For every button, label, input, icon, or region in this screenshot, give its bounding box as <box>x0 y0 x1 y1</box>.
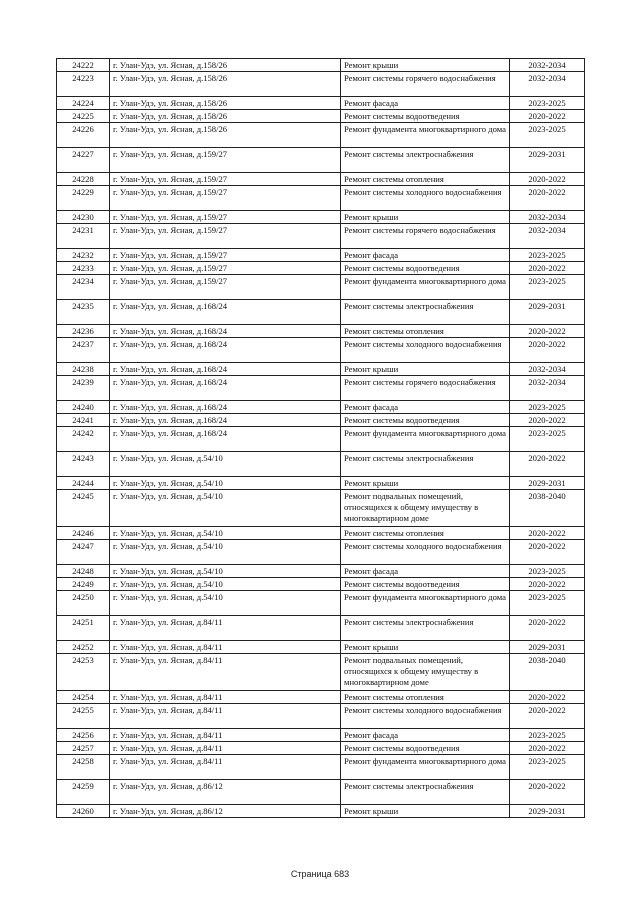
address-cell: г. Улан-Удэ, ул. Ясная, д.168/24 <box>110 401 341 414</box>
table-row <box>57 527 585 540</box>
address-cell: г. Улан-Удэ, ул. Ясная, д.84/11 <box>110 704 341 729</box>
period-cell: 2029-2031 <box>510 477 585 490</box>
period-cell: 2020-2022 <box>510 186 585 211</box>
work-type-cell: Ремонт подвальных помещений, относящихся к общему имуществу в многоквартирном доме <box>341 654 510 691</box>
row-number-cell: 24241 <box>57 414 110 427</box>
repair-schedule-table <box>56 58 585 818</box>
table-row <box>57 414 585 427</box>
address-cell: г. Улан-Удэ, ул. Ясная, д.168/24 <box>110 376 341 401</box>
period-cell: 2020-2022 <box>510 540 585 565</box>
row-number-cell: 24242 <box>57 427 110 452</box>
period-cell: 2023-2025 <box>510 123 585 148</box>
page-number: Страница 683 <box>290 869 350 879</box>
table-row <box>57 97 585 110</box>
table-row <box>57 427 585 452</box>
period-cell: 2020-2022 <box>510 414 585 427</box>
address-cell: г. Улан-Удэ, ул. Ясная, д.158/26 <box>110 123 341 148</box>
address-cell: г. Улан-Удэ, ул. Ясная, д.168/24 <box>110 427 341 452</box>
work-type-cell: Ремонт фасада <box>341 729 510 742</box>
table-row <box>57 123 585 148</box>
period-cell: 2029-2031 <box>510 805 585 818</box>
table-row <box>57 805 585 818</box>
row-number-cell: 24255 <box>57 704 110 729</box>
table-row <box>57 641 585 654</box>
address-cell: г. Улан-Удэ, ул. Ясная, д.84/11 <box>110 729 341 742</box>
row-number-cell: 24258 <box>57 755 110 780</box>
period-cell: 2020-2022 <box>510 173 585 186</box>
table-row <box>57 452 585 477</box>
period-cell: 2020-2022 <box>510 452 585 477</box>
table-row <box>57 72 585 97</box>
table-row <box>57 173 585 186</box>
table-row <box>57 401 585 414</box>
work-type-cell: Ремонт системы электроснабжения <box>341 300 510 325</box>
period-cell: 2023-2025 <box>510 591 585 616</box>
table-row <box>57 59 585 72</box>
address-cell: г. Улан-Удэ, ул. Ясная, д.159/27 <box>110 262 341 275</box>
work-type-cell: Ремонт системы водоотведения <box>341 578 510 591</box>
work-type-cell: Ремонт системы холодного водоснабжения <box>341 186 510 211</box>
period-cell: 2023-2025 <box>510 249 585 262</box>
work-type-cell: Ремонт системы электроснабжения <box>341 452 510 477</box>
row-number-cell: 24226 <box>57 123 110 148</box>
row-number-cell: 24239 <box>57 376 110 401</box>
period-cell: 2020-2022 <box>510 704 585 729</box>
address-cell: г. Улан-Удэ, ул. Ясная, д.159/27 <box>110 224 341 249</box>
row-number-cell: 24231 <box>57 224 110 249</box>
work-type-cell: Ремонт системы горячего водоснабжения <box>341 72 510 97</box>
address-cell: г. Улан-Удэ, ул. Ясная, д.54/10 <box>110 490 341 527</box>
table-row <box>57 325 585 338</box>
address-cell: г. Улан-Удэ, ул. Ясная, д.158/26 <box>110 97 341 110</box>
work-type-cell: Ремонт фасада <box>341 401 510 414</box>
address-cell: г. Улан-Удэ, ул. Ясная, д.168/24 <box>110 414 341 427</box>
address-cell: г. Улан-Удэ, ул. Ясная, д.84/11 <box>110 654 341 691</box>
table-row <box>57 338 585 363</box>
table-row <box>57 224 585 249</box>
period-cell: 2020-2022 <box>510 325 585 338</box>
work-type-cell: Ремонт фундамента многоквартирного дома <box>341 591 510 616</box>
row-number-cell: 24250 <box>57 591 110 616</box>
row-number-cell: 24237 <box>57 338 110 363</box>
period-cell: 2038-2040 <box>510 654 585 691</box>
table-row <box>57 148 585 173</box>
table-row <box>57 376 585 401</box>
table-row <box>57 691 585 704</box>
address-cell: г. Улан-Удэ, ул. Ясная, д.159/27 <box>110 186 341 211</box>
period-cell: 2023-2025 <box>510 427 585 452</box>
period-cell: 2023-2025 <box>510 565 585 578</box>
table-row <box>57 540 585 565</box>
row-number-cell: 24222 <box>57 59 110 72</box>
table-row <box>57 578 585 591</box>
period-cell: 2023-2025 <box>510 275 585 300</box>
row-number-cell: 24245 <box>57 490 110 527</box>
table-row <box>57 477 585 490</box>
work-type-cell: Ремонт фундамента многоквартирного дома <box>341 275 510 300</box>
row-number-cell: 24233 <box>57 262 110 275</box>
work-type-cell: Ремонт системы отопления <box>341 691 510 704</box>
row-number-cell: 24253 <box>57 654 110 691</box>
period-cell: 2032-2034 <box>510 211 585 224</box>
period-cell: 2020-2022 <box>510 527 585 540</box>
row-number-cell: 24252 <box>57 641 110 654</box>
address-cell: г. Улан-Удэ, ул. Ясная, д.54/10 <box>110 527 341 540</box>
address-cell: г. Улан-Удэ, ул. Ясная, д.158/26 <box>110 72 341 97</box>
work-type-cell: Ремонт системы электроснабжения <box>341 616 510 641</box>
address-cell: г. Улан-Удэ, ул. Ясная, д.158/26 <box>110 59 341 72</box>
work-type-cell: Ремонт системы водоотведения <box>341 414 510 427</box>
row-number-cell: 24238 <box>57 363 110 376</box>
table-row <box>57 262 585 275</box>
work-type-cell: Ремонт системы холодного водоснабжения <box>341 338 510 363</box>
address-cell: г. Улан-Удэ, ул. Ясная, д.54/10 <box>110 578 341 591</box>
period-cell: 2029-2031 <box>510 641 585 654</box>
work-type-cell: Ремонт системы водоотведения <box>341 110 510 123</box>
address-cell: г. Улан-Удэ, ул. Ясная, д.84/11 <box>110 616 341 641</box>
row-number-cell: 24251 <box>57 616 110 641</box>
work-type-cell: Ремонт системы холодного водоснабжения <box>341 704 510 729</box>
address-cell: г. Улан-Удэ, ул. Ясная, д.54/10 <box>110 591 341 616</box>
row-number-cell: 24225 <box>57 110 110 123</box>
work-type-cell: Ремонт подвальных помещений, относящихся к общему имуществу в многоквартирном доме <box>341 490 510 527</box>
table-row <box>57 729 585 742</box>
work-type-cell: Ремонт крыши <box>341 211 510 224</box>
period-cell: 2032-2034 <box>510 224 585 249</box>
table-row <box>57 780 585 805</box>
row-number-cell: 24257 <box>57 742 110 755</box>
work-type-cell: Ремонт системы электроснабжения <box>341 780 510 805</box>
address-cell: г. Улан-Удэ, ул. Ясная, д.168/24 <box>110 325 341 338</box>
work-type-cell: Ремонт крыши <box>341 477 510 490</box>
table-row <box>57 275 585 300</box>
table-row <box>57 704 585 729</box>
row-number-cell: 24227 <box>57 148 110 173</box>
work-type-cell: Ремонт крыши <box>341 59 510 72</box>
address-cell: г. Улан-Удэ, ул. Ясная, д.159/27 <box>110 211 341 224</box>
work-type-cell: Ремонт фасада <box>341 97 510 110</box>
address-cell: г. Улан-Удэ, ул. Ясная, д.86/12 <box>110 780 341 805</box>
work-type-cell: Ремонт крыши <box>341 363 510 376</box>
period-cell: 2023-2025 <box>510 401 585 414</box>
work-type-cell: Ремонт фасада <box>341 565 510 578</box>
work-type-cell: Ремонт системы водоотведения <box>341 742 510 755</box>
table-row <box>57 755 585 780</box>
address-cell: г. Улан-Удэ, ул. Ясная, д.159/27 <box>110 173 341 186</box>
row-number-cell: 24230 <box>57 211 110 224</box>
row-number-cell: 24240 <box>57 401 110 414</box>
period-cell: 2023-2025 <box>510 729 585 742</box>
work-type-cell: Ремонт фундамента многоквартирного дома <box>341 755 510 780</box>
table-row <box>57 654 585 691</box>
period-cell: 2032-2034 <box>510 376 585 401</box>
table-row <box>57 490 585 527</box>
row-number-cell: 24232 <box>57 249 110 262</box>
table-row <box>57 742 585 755</box>
address-cell: г. Улан-Удэ, ул. Ясная, д.54/10 <box>110 565 341 578</box>
address-cell: г. Улан-Удэ, ул. Ясная, д.54/10 <box>110 540 341 565</box>
table-row <box>57 211 585 224</box>
table-row <box>57 300 585 325</box>
work-type-cell: Ремонт системы горячего водоснабжения <box>341 376 510 401</box>
table-row <box>57 565 585 578</box>
period-cell: 2032-2034 <box>510 59 585 72</box>
row-number-cell: 24243 <box>57 452 110 477</box>
table-row <box>57 110 585 123</box>
table-body <box>57 59 585 818</box>
period-cell: 2020-2022 <box>510 578 585 591</box>
table-row <box>57 616 585 641</box>
address-cell: г. Улан-Удэ, ул. Ясная, д.168/24 <box>110 338 341 363</box>
work-type-cell: Ремонт системы отопления <box>341 527 510 540</box>
row-number-cell: 24228 <box>57 173 110 186</box>
period-cell: 2020-2022 <box>510 742 585 755</box>
row-number-cell: 24247 <box>57 540 110 565</box>
period-cell: 2023-2025 <box>510 97 585 110</box>
work-type-cell: Ремонт системы электроснабжения <box>341 148 510 173</box>
period-cell: 2020-2022 <box>510 616 585 641</box>
address-cell: г. Улан-Удэ, ул. Ясная, д.159/27 <box>110 249 341 262</box>
address-cell: г. Улан-Удэ, ул. Ясная, д.84/11 <box>110 742 341 755</box>
work-type-cell: Ремонт крыши <box>341 641 510 654</box>
period-cell: 2029-2031 <box>510 148 585 173</box>
work-type-cell: Ремонт системы горячего водоснабжения <box>341 224 510 249</box>
address-cell: г. Улан-Удэ, ул. Ясная, д.54/10 <box>110 477 341 490</box>
work-type-cell: Ремонт системы холодного водоснабжения <box>341 540 510 565</box>
table-row <box>57 186 585 211</box>
address-cell: г. Улан-Удэ, ул. Ясная, д.168/24 <box>110 363 341 376</box>
address-cell: г. Улан-Удэ, ул. Ясная, д.168/24 <box>110 300 341 325</box>
address-cell: г. Улан-Удэ, ул. Ясная, д.158/26 <box>110 110 341 123</box>
address-cell: г. Улан-Удэ, ул. Ясная, д.84/11 <box>110 641 341 654</box>
address-cell: г. Улан-Удэ, ул. Ясная, д.159/27 <box>110 275 341 300</box>
row-number-cell: 24234 <box>57 275 110 300</box>
address-cell: г. Улан-Удэ, ул. Ясная, д.159/27 <box>110 148 341 173</box>
table-row <box>57 249 585 262</box>
work-type-cell: Ремонт системы водоотведения <box>341 262 510 275</box>
work-type-cell: Ремонт фундамента многоквартирного дома <box>341 427 510 452</box>
period-cell: 2020-2022 <box>510 110 585 123</box>
row-number-cell: 24248 <box>57 565 110 578</box>
row-number-cell: 24254 <box>57 691 110 704</box>
row-number-cell: 24246 <box>57 527 110 540</box>
address-cell: г. Улан-Удэ, ул. Ясная, д.86/12 <box>110 805 341 818</box>
table-row <box>57 363 585 376</box>
period-cell: 2020-2022 <box>510 691 585 704</box>
period-cell: 2038-2040 <box>510 490 585 527</box>
table-row <box>57 591 585 616</box>
row-number-cell: 24223 <box>57 72 110 97</box>
row-number-cell: 24244 <box>57 477 110 490</box>
work-type-cell: Ремонт крыши <box>341 805 510 818</box>
row-number-cell: 24256 <box>57 729 110 742</box>
work-type-cell: Ремонт фасада <box>341 249 510 262</box>
period-cell: 2032-2034 <box>510 363 585 376</box>
row-number-cell: 24249 <box>57 578 110 591</box>
work-type-cell: Ремонт системы отопления <box>341 173 510 186</box>
row-number-cell: 24260 <box>57 805 110 818</box>
address-cell: г. Улан-Удэ, ул. Ясная, д.84/11 <box>110 691 341 704</box>
work-type-cell: Ремонт системы отопления <box>341 325 510 338</box>
period-cell: 2020-2022 <box>510 338 585 363</box>
period-cell: 2020-2022 <box>510 780 585 805</box>
row-number-cell: 24229 <box>57 186 110 211</box>
row-number-cell: 24259 <box>57 780 110 805</box>
row-number-cell: 24224 <box>57 97 110 110</box>
period-cell: 2029-2031 <box>510 300 585 325</box>
period-cell: 2032-2034 <box>510 72 585 97</box>
address-cell: г. Улан-Удэ, ул. Ясная, д.54/10 <box>110 452 341 477</box>
period-cell: 2020-2022 <box>510 262 585 275</box>
row-number-cell: 24235 <box>57 300 110 325</box>
row-number-cell: 24236 <box>57 325 110 338</box>
work-type-cell: Ремонт фундамента многоквартирного дома <box>341 123 510 148</box>
address-cell: г. Улан-Удэ, ул. Ясная, д.84/11 <box>110 755 341 780</box>
period-cell: 2023-2025 <box>510 755 585 780</box>
